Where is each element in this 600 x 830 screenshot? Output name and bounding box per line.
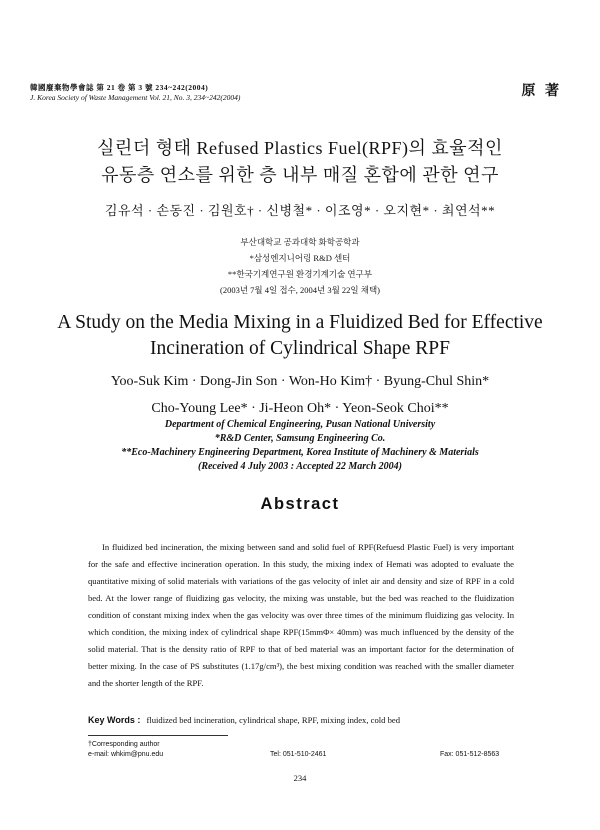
english-title: [0, 310, 600, 362]
korean-affiliation-2: *삼성엔지니어링 R&D 센터: [249, 253, 351, 263]
corresponding-author: †Corresponding author: [88, 741, 160, 748]
english-dates: (Received 4 July 2003 : Accepted 22 March 2004): [197, 461, 403, 472]
english-authors-line2: Cho-Young Lee* · Ji-Heon Oh* · Yeon-Seok Choi**: [151, 401, 449, 416]
article-type-tag: 原 著: [521, 84, 562, 99]
keywords-label: Key Words :: [88, 715, 141, 725]
english-authors: [0, 368, 600, 422]
abstract-heading: Abstract: [260, 495, 340, 513]
contact-row: [88, 750, 528, 760]
abstract-body: In fluidized bed incineration, the mixing between sand and solid fuel of RPF(Refuesd Plastic Fuel) is very important for the safe and effective incineration operation. In this study, the mixing index of Hemati was adopted to evaluate the quantitative mixing of solid materials with variations of the gas velocity of inlet air and density and size of RPF in a cold bed. At the lower range of fluidizing gas velocity, the mixing was unstable, but the bed was reached to the fluidization condition of constant mixing index when the gas velocity was over three times of the minimum fluidizing gas velocity. In which condition, the mixing index of cylindrical shape RPF(15mmΦ× 40mm) was much influenced by the density of the solid material. That is the density ratio of RPF to that of bed material was an important factor for the determination of better mixing. In the case of PS substitutes (1.17g/cm³), the best mixing condition was reached with the smaller diameter and the shorter length of the RPF.: [88, 542, 514, 688]
english-affiliation-1: Department of Chemical Engineering, Pusan National University: [164, 419, 436, 430]
footnote: [88, 740, 528, 760]
english-title-line1: A Study on the Media Mixing in a Fluidized Bed for Effective: [57, 312, 543, 333]
english-title-line2: Incineration of Cylindrical Shape RPF: [149, 338, 451, 359]
english-affiliation-3: **Eco-Machinery Engineering Department, Korea Institute of Machinery & Materials: [121, 447, 479, 458]
email: e-mail: whkim@pnu.edu: [88, 751, 164, 758]
korean-affiliation-3: **한국기계연구원 환경기계기술 연구부: [227, 269, 373, 279]
page-number: 234: [293, 773, 307, 783]
korean-affiliations: [0, 234, 600, 298]
keywords: [88, 715, 528, 725]
korean-authors: 김유석 · 손동진 · 김원호† · 신병철* · 이조영* · 오지현* · 최연석**: [104, 203, 496, 218]
keywords-text: fluidized bed incineration, cylindrical shape, RPF, mixing index, cold bed: [146, 715, 400, 725]
korean-title: [0, 135, 600, 189]
english-affiliation-2: *R&D Center, Samsung Engineering Co.: [214, 433, 386, 444]
korean-title-line2: 유동층 연소를 위한 층 내부 매질 혼합에 관한 연구: [101, 165, 499, 185]
english-affiliations: [0, 418, 600, 474]
korean-affiliation-1: 부산대학교 공과대학 화학공학과: [240, 237, 360, 247]
journal-header: [30, 82, 570, 103]
journal-korean-line: 韓國廢棄物學會誌 第 21 卷 第 3 號 234~242(2004): [30, 83, 209, 92]
footnote-divider: [88, 735, 228, 736]
journal-english-line: J. Korea Society of Waste Management Vol. 21, No. 3, 234~242(2004): [30, 93, 241, 102]
english-authors-line1: Yoo-Suk Kim · Dong-Jin Son · Won-Ho Kim† · Byung-Chul Shin*: [110, 374, 490, 389]
korean-title-line1: 실린더 형태 Refused Plastics Fuel(RPF)의 효율적인: [97, 138, 503, 158]
fax: Fax: 051-512-8563: [440, 751, 500, 758]
korean-dates: (2003년 7월 4일 접수, 2004년 3월 22일 채택): [219, 285, 381, 295]
telephone: Tel: 051-510-2461: [270, 751, 327, 758]
